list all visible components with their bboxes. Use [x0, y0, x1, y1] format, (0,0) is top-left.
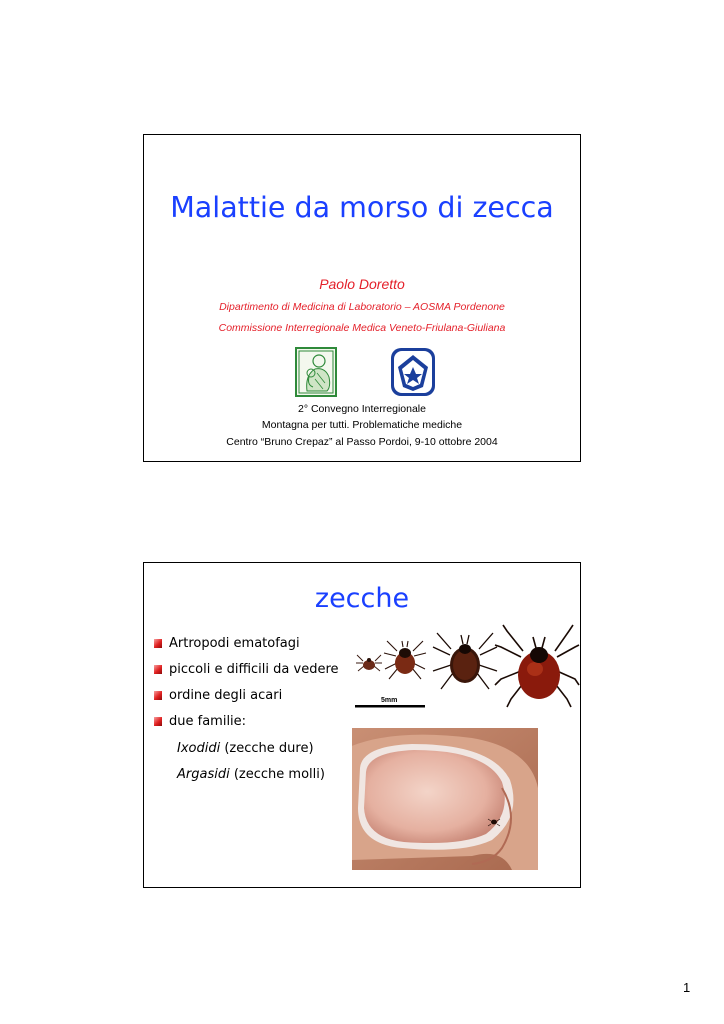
affiliation-2: Commissione Interregionale Medica Veneto-Friulana-Giuliana — [218, 322, 506, 334]
slide-2 — [143, 562, 581, 888]
bullet-icon — [154, 665, 162, 674]
bullet-icon — [154, 691, 162, 700]
scale-label: 5mm — [381, 697, 398, 704]
tick-female-icon — [495, 625, 579, 707]
scale-bar — [355, 705, 425, 708]
tick-stages-image — [355, 623, 581, 711]
affiliation-1: Dipartimento di Medicina di Laboratorio – AOSMA Pordenone — [219, 301, 505, 313]
tick-male-icon — [433, 633, 497, 689]
tick-larva-icon — [356, 655, 382, 671]
family-argasidi: Argasidi (zecche molli) — [177, 767, 325, 782]
bullet-icon — [154, 717, 162, 726]
bullet-list — [154, 636, 339, 740]
conference-line-2: Montagna per tutti. Problematiche mediche — [261, 419, 463, 431]
slide-1-title: Malattie da morso di zecca — [170, 191, 554, 224]
bullet-item: piccoli e difficili da vedere — [154, 662, 339, 688]
finger-tick-photo — [352, 728, 538, 870]
page-number: 1 — [683, 980, 691, 995]
slide-2-title: zecche — [314, 583, 410, 614]
bullet-item: Artropodi ematofagi — [154, 636, 339, 662]
bullet-icon — [154, 639, 162, 648]
tick-on-finger-icon — [491, 820, 497, 825]
conference-line-1: 2° Convegno Interregionale — [298, 403, 426, 415]
bullet-item: ordine degli acari — [154, 688, 339, 714]
cai-logo — [390, 347, 436, 397]
madonna-logo — [295, 347, 337, 397]
conference-line-3: Centro “Bruno Crepaz” al Passo Pordoi, 9-10 ottobre 2004 — [226, 436, 498, 448]
family-ixodidi: Ixodidi (zecche dure) — [177, 741, 314, 756]
tick-nymph-icon — [384, 641, 426, 679]
author-name: Paolo Doretto — [319, 276, 405, 292]
bullet-item: due familie: — [154, 714, 339, 740]
slide-1 — [143, 134, 581, 462]
